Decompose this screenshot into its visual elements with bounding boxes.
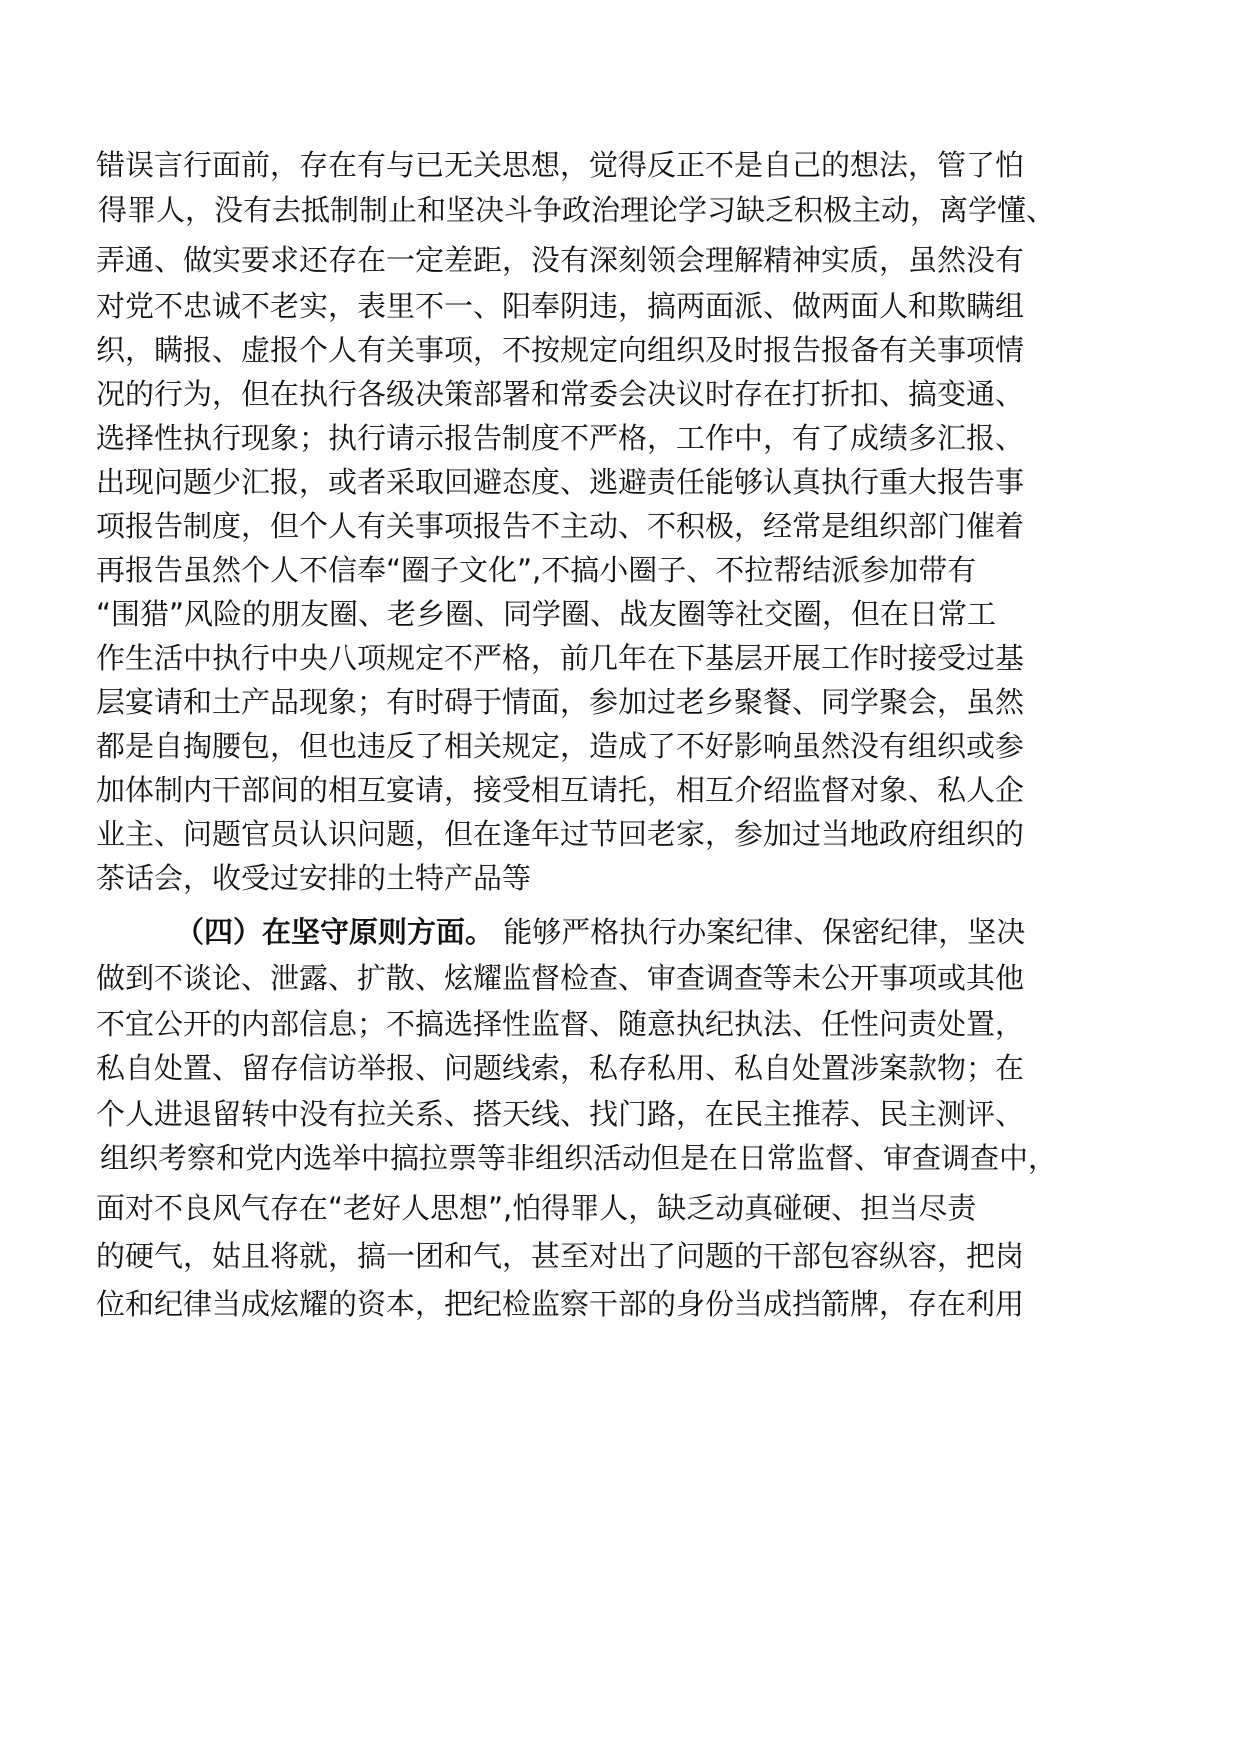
paragraph-line: 组织考察和党内选举中搞拉票等非组织活动但是在日常监督、审查调查中， xyxy=(100,1141,1058,1175)
paragraph-line: 的硬气，姑且将就，搞一团和气，甚至对出了问题的干部包容纵容，把岗 xyxy=(96,1239,1025,1273)
paragraph-line: 私自处置、留存信访举报、问题线索，私存私用、私自处置涉案款物；在 xyxy=(96,1051,1025,1085)
first-line-text: 能够严格执行办案纪律、保密纪律，坚决 xyxy=(503,915,1026,949)
paragraph-line: 面对不良风气存在“老好人思想”,怕得罪人，缺乏动真碰硬、担当尽责 xyxy=(96,1191,977,1225)
paragraph-first-line xyxy=(175,912,1025,952)
paragraph-line: 选择性执行现象；执行请示报告制度不严格，工作中，有了成绩多汇报、 xyxy=(96,421,1025,455)
paragraph-line: 出现问题少汇报，或者采取回避态度、逃避责任能够认真执行重大报告事 xyxy=(96,465,1025,499)
paragraph-line: 得罪人，没有去抵制制止和坚决斗争政治理论学习缺乏积极主动，离学懂、 xyxy=(98,193,1056,227)
paragraph-line: “围猎”风险的朋友圈、老乡圈、同学圈、战友圈等社交圈，但在日常工 xyxy=(96,597,997,631)
paragraph-line: 弄通、做实要求还存在一定差距，没有深刻领会理解精神实质，虽然没有 xyxy=(96,243,1025,277)
paragraph-line: 茶话会，收受过安排的土特产品等 xyxy=(96,861,532,895)
paragraph-line: 层宴请和土产品现象；有时碍于情面，参加过老乡聚餐、同学聚会，虽然 xyxy=(96,685,1025,719)
paragraph-line: 个人进退留转中没有拉关系、搭天线、找门路，在民主推荐、民主测评、 xyxy=(96,1097,1025,1131)
paragraph-line: 项报告制度，但个人有关事项报告不主动、不积极，经常是组织部门催着 xyxy=(96,509,1025,543)
paragraph-line: 再报告虽然个人不信奉“圈子文化”,不搞小圈子、不拉帮结派参加带有 xyxy=(96,553,977,587)
paragraph-line: 位和纪律当成炫耀的资本，把纪检监察干部的身份当成挡箭牌，存在利用 xyxy=(96,1287,1025,1321)
paragraph-line: 加体制内干部间的相互宴请，接受相互请托，相互介绍监督对象、私人企 xyxy=(96,773,1025,807)
paragraph-line: 不宜公开的内部信息；不搞选择性监督、随意执纪执法、任性问责处置， xyxy=(96,1007,1025,1041)
paragraph-line: 都是自掏腰包，但也违反了相关规定，造成了不好影响虽然没有组织或参 xyxy=(96,729,1025,763)
paragraph-line: 织，瞒报、虚报个人有关事项，不按规定向组织及时报告报备有关事项情 xyxy=(96,333,1025,367)
paragraph-line: 错误言行面前，存在有与已无关思想，觉得反正不是自己的想法，管了怕 xyxy=(96,148,1025,182)
paragraph-line: 对党不忠诚不老实，表里不一、阳奉阴违，搞两面派、做两面人和欺瞒组 xyxy=(96,289,1025,323)
paragraph-line: 作生活中执行中央八项规定不严格，前几年在下基层开展工作时接受过基 xyxy=(96,641,1025,675)
paragraph-line: 做到不谈论、泄露、扩散、炫耀监督检查、审查调查等未公开事项或其他 xyxy=(96,961,1025,995)
paragraph-line: 业主、问题官员认识问题，但在逢年过节回老家，参加过当地政府组织的 xyxy=(96,817,1025,851)
paragraph-line: 况的行为，但在执行各级决策部署和常委会决议时存在打折扣、搞变通、 xyxy=(96,377,1025,411)
section-heading: （四）在坚守原则方面。 xyxy=(175,915,495,949)
